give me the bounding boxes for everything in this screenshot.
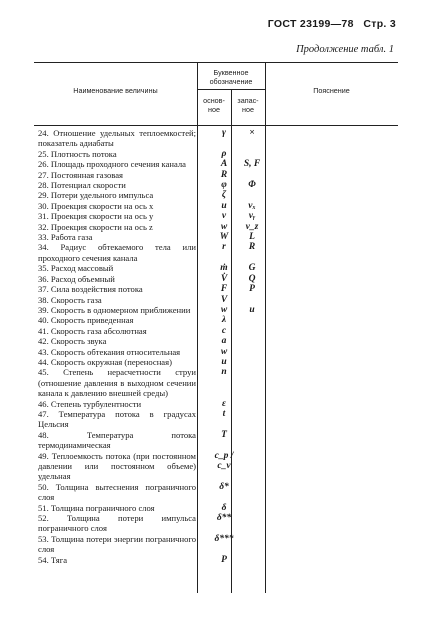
table-row xyxy=(38,159,398,169)
main-symbol: F xyxy=(220,284,228,295)
table-row xyxy=(38,357,398,367)
main-symbol: W xyxy=(219,232,229,243)
quantity-name: 26. Площадь проходного сечения канала xyxy=(38,159,186,170)
continuation-label: Продолжение табл. 1 xyxy=(296,44,394,55)
main-symbol: u xyxy=(221,356,227,367)
main-symbol: A xyxy=(220,159,228,170)
table-row xyxy=(38,180,398,190)
divider xyxy=(197,63,198,125)
header-name: Наименование величины xyxy=(73,86,158,95)
quantity-name: 47. Температура потока в градусах Цельсия xyxy=(38,408,196,430)
quantity-name: 29. Потери удельного импульса xyxy=(38,190,154,201)
quantity-name: 51. Толщина пограничного слоя xyxy=(38,502,155,513)
quantity-name: 33. Работа газа xyxy=(38,232,93,243)
quantity-name: 53. Толщина потери энергии пограничного слоя xyxy=(38,533,196,555)
main-symbol: ε xyxy=(222,398,226,409)
main-symbol: δ*** xyxy=(214,533,234,544)
quantity-name: 32. Проекция скорости на ось z xyxy=(38,221,153,232)
spare-symbol: L xyxy=(249,232,255,243)
table-row xyxy=(38,367,398,398)
quantity-name: 46. Степень турбулентности xyxy=(38,398,142,409)
main-symbol: λ xyxy=(221,315,227,326)
table-row xyxy=(38,347,398,357)
quantity-name: 40. Скорость приведенная xyxy=(38,315,134,326)
main-symbol: n xyxy=(221,367,227,378)
quantity-name: 50. Толщина вытеснения пограничного слоя xyxy=(38,481,196,503)
quantity-name: 30. Проекция скорости на ось x xyxy=(38,200,154,211)
main-symbol: V̇ xyxy=(220,273,228,284)
quantity-name: 25. Плотность потока xyxy=(38,148,117,159)
quantity-name: 42. Скорость звука xyxy=(38,336,107,347)
quantity-name: 24. Отношение удельных теплоемкостей; показатель адиабаты xyxy=(38,128,196,149)
table-row xyxy=(38,222,398,232)
main-symbol: ρ xyxy=(221,148,227,159)
table-row xyxy=(38,555,398,565)
quantity-name: 36. Расход объемный xyxy=(38,273,115,284)
quantity-name: 34. Радиус обтекаемого тела или проходного сечения канала xyxy=(38,242,196,263)
header-note: Пояснение xyxy=(313,86,350,95)
table-row xyxy=(38,315,398,325)
quantity-name: 49. Теплоемкость потока (при постоянном давлении или постоянном объеме) удельная xyxy=(38,450,196,482)
header-spare: запас-ное xyxy=(237,96,259,114)
divider xyxy=(231,89,232,125)
main-symbol: a xyxy=(221,336,227,347)
spare-symbol: Q xyxy=(248,273,256,284)
quantity-name: 38. Скорость газа xyxy=(38,294,102,305)
quantity-name: 54. Тяга xyxy=(38,554,68,565)
table-row xyxy=(38,305,398,315)
table-row xyxy=(38,513,398,534)
main-symbol: δ** xyxy=(216,513,232,524)
main-symbol: R xyxy=(220,169,228,180)
main-symbol: r xyxy=(222,242,226,253)
page-number: Стр. 3 xyxy=(363,18,396,30)
table-row xyxy=(38,503,398,513)
quantity-name: 28. Потенциал скорости xyxy=(38,180,126,191)
quantity-name: 31. Проекция скорости на ось y xyxy=(38,211,154,222)
table-row xyxy=(38,409,398,430)
main-symbol: c_p / c_v xyxy=(214,450,234,471)
main-symbol: c xyxy=(221,325,227,336)
spare-symbol: P xyxy=(249,284,255,295)
divider xyxy=(197,89,265,90)
main-symbol: δ* xyxy=(219,481,229,492)
table-row xyxy=(38,149,398,159)
header-letter: Буквенное обозначение xyxy=(209,68,253,86)
page-header xyxy=(268,18,396,30)
quantity-name: 43. Скорость обтекания относительная xyxy=(38,346,181,357)
standard-number: ГОСТ 23199—78 xyxy=(267,18,354,30)
table-row xyxy=(38,242,398,263)
main-symbol: γ xyxy=(222,128,226,138)
spare-symbol: vₓ xyxy=(248,200,256,211)
main-symbol: δ xyxy=(221,502,227,513)
main-symbol: w xyxy=(220,221,228,232)
quantity-name: 45. Степень нерасчетности струи (отношение давления в выходном сечении канала к давлению внешней среды) xyxy=(38,367,196,399)
main-symbol: P xyxy=(221,554,227,565)
spare-symbol: R xyxy=(248,242,256,253)
spare-symbol: vᵧ xyxy=(248,211,256,222)
table-header xyxy=(34,62,398,126)
table-row xyxy=(38,274,398,284)
table-row xyxy=(38,232,398,242)
table-row xyxy=(38,201,398,211)
table-body xyxy=(38,128,398,565)
quantity-name: 39. Скорость в одномерном приближении xyxy=(38,304,191,315)
quantity-name: 35. Расход массовый xyxy=(38,263,114,274)
table-row xyxy=(38,295,398,305)
quantity-name: 52. Толщина потери импульса пограничного слоя xyxy=(38,513,196,534)
main-symbol: t xyxy=(222,408,226,419)
table-row xyxy=(38,211,398,221)
spare-symbol: Φ xyxy=(248,180,256,191)
main-symbol: w xyxy=(220,304,228,315)
table-row xyxy=(38,336,398,346)
table-row xyxy=(38,430,398,451)
table-row xyxy=(38,190,398,200)
table-row xyxy=(38,170,398,180)
table-row xyxy=(38,263,398,273)
spare-symbol: × xyxy=(249,128,255,138)
main-symbol: v xyxy=(221,211,227,222)
spare-symbol: v_z xyxy=(245,221,259,232)
main-symbol: ṁ xyxy=(220,263,228,274)
main-symbol: u xyxy=(221,200,227,211)
main-symbol: V xyxy=(220,294,228,305)
quantity-name: 37. Сила воздействия потока xyxy=(38,284,143,295)
table-row xyxy=(38,284,398,294)
table-row xyxy=(38,451,398,482)
quantity-name: 41. Скорость газа абсолютная xyxy=(38,325,147,336)
table-row xyxy=(38,534,398,555)
spare-symbol: S, F xyxy=(243,159,261,170)
main-symbol: T xyxy=(221,429,227,440)
spare-symbol: u xyxy=(249,304,255,315)
main-symbol: ζ xyxy=(221,190,227,201)
main-symbol: φ xyxy=(221,180,227,191)
header-main: основ-ное xyxy=(203,96,225,114)
quantity-name: 27. Постоянная газовая xyxy=(38,169,123,180)
table-row xyxy=(38,399,398,409)
table-row xyxy=(38,482,398,503)
main-symbol: w xyxy=(220,346,228,357)
quantity-name: 44. Скорость окружная (переносная) xyxy=(38,356,172,367)
table-row xyxy=(38,326,398,336)
table-row xyxy=(38,128,398,149)
spare-symbol: G xyxy=(248,263,256,274)
quantity-name: 48. Температура потока термодинамическая xyxy=(38,429,196,451)
